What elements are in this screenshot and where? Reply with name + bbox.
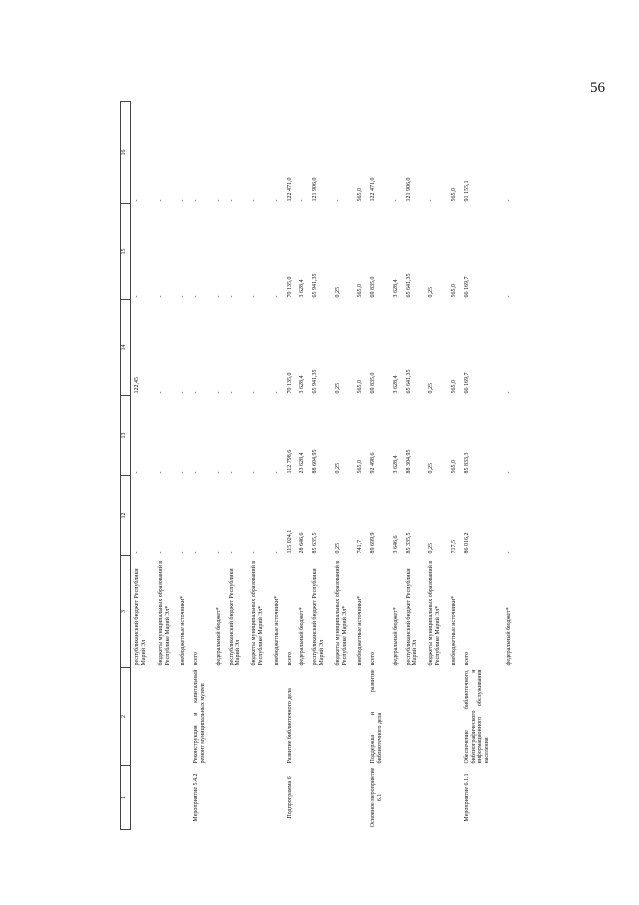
table-cell	[405, 668, 428, 766]
table-cell: 28 646,6	[299, 532, 306, 554]
table-cell: -	[506, 471, 513, 474]
table-cell: 0,25	[334, 463, 341, 474]
table-cell: -	[134, 471, 140, 474]
table-cell: 65 641,35	[405, 273, 412, 298]
table-cell: республиканский бюджет Республики Марий Эл	[134, 568, 147, 666]
header-cell: 14	[121, 300, 131, 396]
table-row	[450, 102, 463, 830]
table-cell	[273, 766, 286, 830]
table-cell: -	[228, 551, 235, 554]
table-cell: бюджеты муниципальных образований в Республике Марий Эл*	[251, 560, 265, 666]
table-cell: -	[506, 391, 513, 394]
table-cell: 0,25	[334, 543, 341, 554]
table-cell: -	[251, 551, 258, 554]
table-cell: -	[273, 295, 280, 298]
table-cell: -	[251, 391, 258, 394]
table-cell: 85 335,5	[405, 532, 412, 554]
table-cell: 122 471,0	[370, 177, 377, 202]
header-cell: 13	[121, 396, 131, 476]
table-row	[298, 102, 311, 830]
table-cell: 3 646,6	[392, 535, 399, 554]
table-cell: -	[228, 391, 235, 394]
table-cell: -	[228, 471, 235, 474]
table-cell: 65 941,35	[312, 369, 319, 394]
table-cell: Реконструкция и капитальный ремонт муниципальных музеев	[193, 669, 207, 764]
table-cell: 565,0	[450, 380, 457, 394]
table-cell: внебюджетные источники*	[357, 595, 364, 666]
table-cell: 121 906,0	[405, 177, 412, 202]
table-cell: 23 628,4	[299, 452, 306, 474]
table-cell: -	[193, 551, 200, 554]
table-cell	[228, 766, 251, 830]
table-cell: 0,25	[428, 287, 435, 298]
table-cell	[334, 668, 357, 766]
table-cell	[228, 668, 251, 766]
table-cell: 565,0	[450, 284, 457, 298]
table-cell: -	[506, 551, 513, 554]
table-cell: 3 628,4	[299, 375, 306, 394]
table-row	[215, 102, 228, 830]
table-cell: -	[134, 199, 140, 202]
table-cell: внебюджетные источники*	[450, 595, 457, 666]
table-cell: 91 155,1	[463, 180, 470, 202]
header-cell: 15	[121, 204, 131, 300]
table-cell: всего	[370, 651, 377, 666]
table-cell: всего	[193, 651, 200, 666]
header-row	[121, 102, 131, 830]
table-cell	[215, 766, 228, 830]
table-cell: 65 641,35	[405, 369, 412, 394]
table-cell: Мероприятие 6.1.1	[463, 773, 470, 822]
table-row	[273, 102, 286, 830]
table-cell: -	[273, 391, 280, 394]
table-cell: федеральный бюджет*	[506, 607, 513, 666]
table-cell: внебюджетные источники*	[180, 595, 187, 666]
table-cell	[427, 766, 450, 830]
budget-table	[120, 101, 518, 830]
table-cell	[392, 668, 405, 766]
header-cell: 3	[121, 556, 131, 668]
table-cell	[405, 766, 428, 830]
table-cell: -	[180, 295, 187, 298]
header-cell: 16	[121, 102, 131, 204]
table-cell: 0,25	[334, 383, 341, 394]
table-cell: -	[157, 471, 164, 474]
table-row	[356, 102, 369, 830]
table-cell: 565,0	[357, 380, 364, 394]
table-cell: -	[157, 199, 164, 202]
table-cell: 65 941,35	[312, 273, 319, 298]
table-row	[392, 102, 405, 830]
table-cell: федеральный бюджет*	[392, 607, 399, 666]
table-cell: бюджеты муниципальных образований в Республике Марий Эл*	[157, 560, 171, 666]
table-cell: республиканский бюджет Республики Марий Эл	[312, 568, 325, 666]
table-cell: 88 604,95	[312, 449, 319, 474]
table-cell	[157, 668, 180, 766]
table-cell	[131, 766, 157, 830]
table-cell: -	[215, 391, 222, 394]
table-cell: 565,0	[357, 284, 364, 298]
table-cell: 3 628,4	[392, 375, 399, 394]
table-cell: 88 304,95	[405, 449, 412, 474]
table-cell	[179, 766, 192, 830]
table-cell: -	[228, 295, 235, 298]
table-cell: 92 498,6	[370, 452, 377, 474]
table-cell: 115 024,1	[286, 529, 293, 554]
table-row	[369, 102, 392, 830]
table-cell	[157, 766, 180, 830]
table-cell: 89 699,9	[370, 532, 377, 554]
table-row	[131, 102, 157, 830]
table-cell: -	[193, 391, 200, 394]
table-cell: 70 135,0	[286, 276, 293, 298]
table-cell: -	[392, 199, 399, 202]
table-cell: 565,0	[450, 188, 457, 202]
table-cell: федеральный бюджет*	[215, 607, 222, 666]
table-cell: 741,7	[357, 540, 364, 554]
table-cell: -	[180, 551, 187, 554]
table-cell: -	[273, 551, 280, 554]
table-row	[192, 102, 215, 830]
table-cell: -	[180, 199, 187, 202]
table-cell	[311, 766, 334, 830]
table-cell	[427, 668, 450, 766]
table-cell: 122 471,0	[286, 177, 293, 202]
table-cell	[450, 766, 463, 830]
table-cell: -	[193, 199, 200, 202]
table-cell: федеральный бюджет*	[299, 607, 306, 666]
table-cell: 86 016,2	[463, 532, 470, 554]
table-cell	[450, 668, 463, 766]
table-cell: 70 135,0	[286, 372, 293, 394]
table-header	[121, 102, 131, 830]
table-row	[505, 102, 518, 830]
table-cell: -	[134, 551, 140, 554]
table-cell	[250, 766, 273, 830]
table-cell: -	[251, 199, 258, 202]
table-cell	[179, 668, 192, 766]
page-number: 56	[590, 80, 605, 96]
table-row	[179, 102, 192, 830]
table-cell: -	[228, 199, 235, 202]
table-cell: 3 628,4	[299, 279, 306, 298]
table-cell: бюджеты муниципальных образований в Республике Марий Эл*	[428, 560, 442, 666]
table-cell: республиканский бюджет Республики Марий Эл	[405, 568, 419, 666]
table-cell: Основное мероприятие 6.1	[370, 767, 384, 828]
table-cell	[311, 668, 334, 766]
table-cell: 66 169,7	[463, 372, 470, 394]
table-cell: 565,0	[357, 460, 364, 474]
table-cell: 3 628,4	[392, 279, 399, 298]
table-row	[334, 102, 357, 830]
table-cell: 122,45	[134, 377, 140, 394]
table-row	[427, 102, 450, 830]
table-cell	[356, 766, 369, 830]
table-cell: 85 635,5	[312, 532, 319, 554]
table-cell: всего	[286, 651, 293, 666]
table-row	[405, 102, 428, 830]
table-cell: 112 798,6	[286, 449, 293, 474]
table-cell: 85 833,3	[463, 452, 470, 474]
table-cell: -	[157, 551, 164, 554]
table-cell	[298, 766, 311, 830]
table-cell: 0,25	[334, 287, 341, 298]
table-cell: -	[506, 295, 513, 298]
table-cell: -	[251, 471, 258, 474]
table-cell: -	[428, 199, 435, 202]
table-cell: 565,0	[357, 188, 364, 202]
header-cell: 12	[121, 476, 131, 556]
table-cell	[505, 766, 518, 830]
table-cell: 66 169,7	[463, 276, 470, 298]
table-cell: Мероприятие 5.4.2	[193, 773, 200, 822]
table-cell: 3 628,4	[392, 455, 399, 474]
table-cell: -	[251, 295, 258, 298]
table-cell: 121 906,0	[312, 177, 319, 202]
table-cell: Развитие библиотечного дела	[286, 688, 293, 764]
header-cell: 2	[121, 668, 131, 766]
table-cell: -	[334, 199, 341, 202]
table-cell: 565,0	[450, 460, 457, 474]
table-cell: 717,5	[450, 540, 457, 554]
table-cell	[334, 766, 357, 830]
table-cell: -	[180, 391, 187, 394]
table-cell: -	[215, 471, 222, 474]
table-cell: Поддержка и развитие библиотечного дела	[370, 669, 384, 764]
table-cell: -	[299, 199, 306, 202]
table-cell: 0,25	[428, 463, 435, 474]
table-cell: -	[273, 471, 280, 474]
table-cell	[392, 766, 405, 830]
table-cell: 69 835,0	[370, 276, 377, 298]
table-cell	[298, 668, 311, 766]
table-row	[157, 102, 180, 830]
table-cell: Обеспечение библиотечного, библиографического и информационного обслуживания населения	[463, 669, 491, 764]
table-cell: -	[157, 295, 164, 298]
table-row	[463, 102, 505, 830]
table-body	[131, 102, 519, 830]
table-cell	[505, 668, 518, 766]
table-cell: 0,25	[428, 543, 435, 554]
table-cell: -	[193, 471, 200, 474]
table-cell: бюджеты муниципальных образований в Республике Марий Эл*	[334, 560, 348, 666]
table-cell	[273, 668, 286, 766]
table-cell: -	[215, 551, 222, 554]
table-cell: 69 835,0	[370, 372, 377, 394]
table-cell: 0,25	[428, 383, 435, 394]
table-cell	[356, 668, 369, 766]
header-cell: 1	[121, 766, 131, 830]
table-cell: республиканский бюджет Республики Марий Эл	[228, 568, 242, 666]
table-cell: -	[157, 391, 164, 394]
table-cell: -	[273, 199, 280, 202]
table-cell: -	[506, 199, 513, 202]
table-cell	[250, 668, 273, 766]
table-cell: Подпрограмма 6	[286, 776, 293, 819]
table-row	[311, 102, 334, 830]
table-cell	[215, 668, 228, 766]
table-cell: всего	[463, 651, 470, 666]
table-cell: -	[180, 471, 187, 474]
table-cell: -	[215, 295, 222, 298]
table-cell: -	[134, 295, 140, 298]
table-cell: -	[215, 199, 222, 202]
table-row	[286, 102, 299, 830]
table-cell: -	[193, 295, 200, 298]
table-row	[228, 102, 251, 830]
table-cell	[131, 668, 157, 766]
table-cell: внебюджетные источники*	[273, 595, 280, 666]
rotated-table-wrapper	[120, 102, 518, 830]
table-row	[250, 102, 273, 830]
